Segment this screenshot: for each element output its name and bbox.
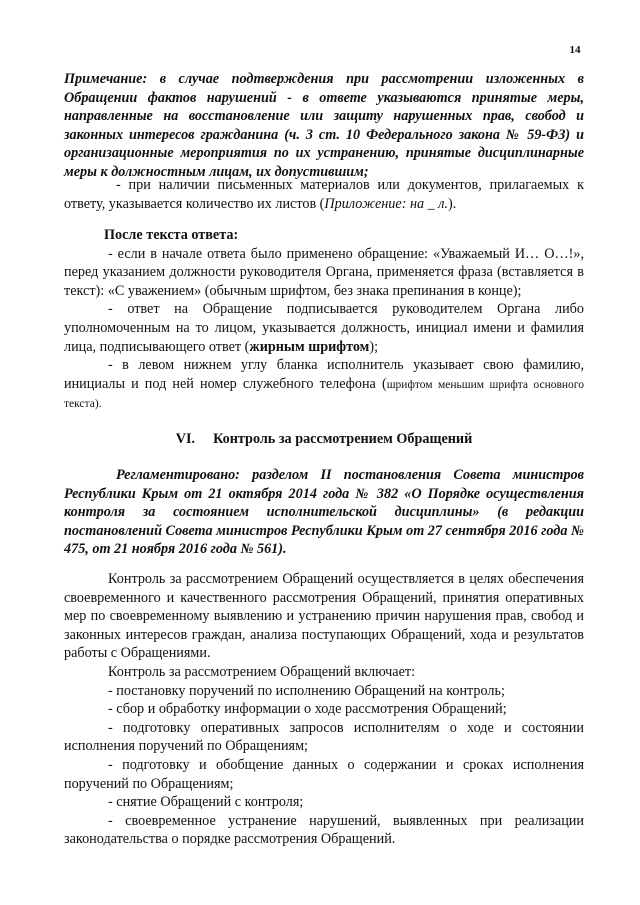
section-number: VI. (175, 431, 196, 447)
materials-text: - при наличии письменных материалов или документов, прилагаемых к ответу, указывается количество их листов ( (64, 177, 584, 212)
materials-attachment: Приложение: на _ л. (324, 195, 449, 212)
executor-small-note: шрифтом меньшим шрифта основного текста (64, 378, 584, 411)
control-list-item: - подготовку оперативных запросов исполнителям о ходе и состоянии исполнения поручений по Обращениям; (64, 719, 584, 755)
control-list-item: - своевременное устранение нарушений, выявленных при реализации законодательства о порядке рассмотрения Обращений. (64, 812, 584, 848)
executor-text-end: ). (94, 398, 102, 411)
signature-text: - ответ на Обращение подписывается руководителем Органа либо уполномоченным на то лицом, указывается должность, инициал имени и фамилия лица, подписывающего ответ ( (64, 301, 584, 355)
signature-text-end: ); (369, 338, 379, 355)
control-block (64, 570, 584, 849)
page-number: 14 (569, 44, 581, 56)
executor-text: - в левом нижнем углу бланка исполнитель указывает свою фамилию, инициалы и под ней номер служебного телефона ( (64, 357, 584, 392)
after-answer-item-executor (64, 356, 584, 414)
section-header (64, 430, 584, 449)
control-includes: Контроль за рассмотрением Обращений включает: (108, 663, 416, 680)
section-title-text: Контроль за рассмотрением Обращений (213, 431, 473, 447)
control-list-item: - постановку поручений по исполнению Обращений на контроль; (108, 682, 505, 699)
note-block (64, 70, 584, 182)
control-list-item: - снятие Обращений с контроля; (108, 794, 304, 811)
after-answer-heading: После текста ответа: (104, 227, 239, 243)
after-answer-item-signature (64, 300, 584, 356)
section-title (64, 430, 584, 449)
control-list-item: - сбор и обработку информации о ходе рассмотрения Обращений; (108, 701, 507, 718)
materials-paragraph (64, 176, 584, 213)
control-paragraph: Контроль за рассмотрением Обращений осуществляется в целях обеспечения своевременного и качественного рассмотрения Обращений, принятия оперативных мер по своевременному выявлению и устранению причин нарушения прав, свобод и законных интересов граждан, анализа поступающих Обращений, хода и результатов работы с Обращениями. (64, 571, 584, 662)
after-answer-block (64, 226, 584, 414)
materials-text-end: ). (448, 195, 457, 212)
after-answer-item-greeting: - если в начале ответа было применено обращение: «Уважаемый И… О…!», перед указанием должности руководителя Органа, применяется фраза (вставляется в текст): «С уважением» (обычным шрифтом, без знака препинания в конце); (64, 245, 584, 299)
regulation-paragraph: Регламентировано: разделом II постановления Совета министров Республики Крым от 21 октября 2014 года № 382 «О Порядке осуществления контроля за состоянием исполнительской дисциплины» (в редакции постановлений Совета министров Республики Крым от 27 сентября 2016 года № 475, от 21 ноября 2016 года № 561). (64, 467, 584, 558)
note-paragraph: Примечание: в случае подтверждения при рассмотрении изложенных в Обращении фактов нарушений - в ответе указываются принятые меры, направленные на восстановление или защиту нарушенных прав, свобод и законных интересов гражданина (ч. 3 ст. 10 Федерального закона № 59-ФЗ) и организационные мероприятия по их устранению, принятые дисциплинарные меры к должностным лицам, их допустившим; (64, 71, 584, 180)
materials-block (64, 176, 584, 213)
control-list-item: - подготовку и обобщение данных о содержании и сроках исполнения поручений по Обращениям; (64, 756, 584, 792)
regulation-block (64, 466, 584, 559)
signature-bold-note: жирным шрифтом (249, 338, 370, 355)
